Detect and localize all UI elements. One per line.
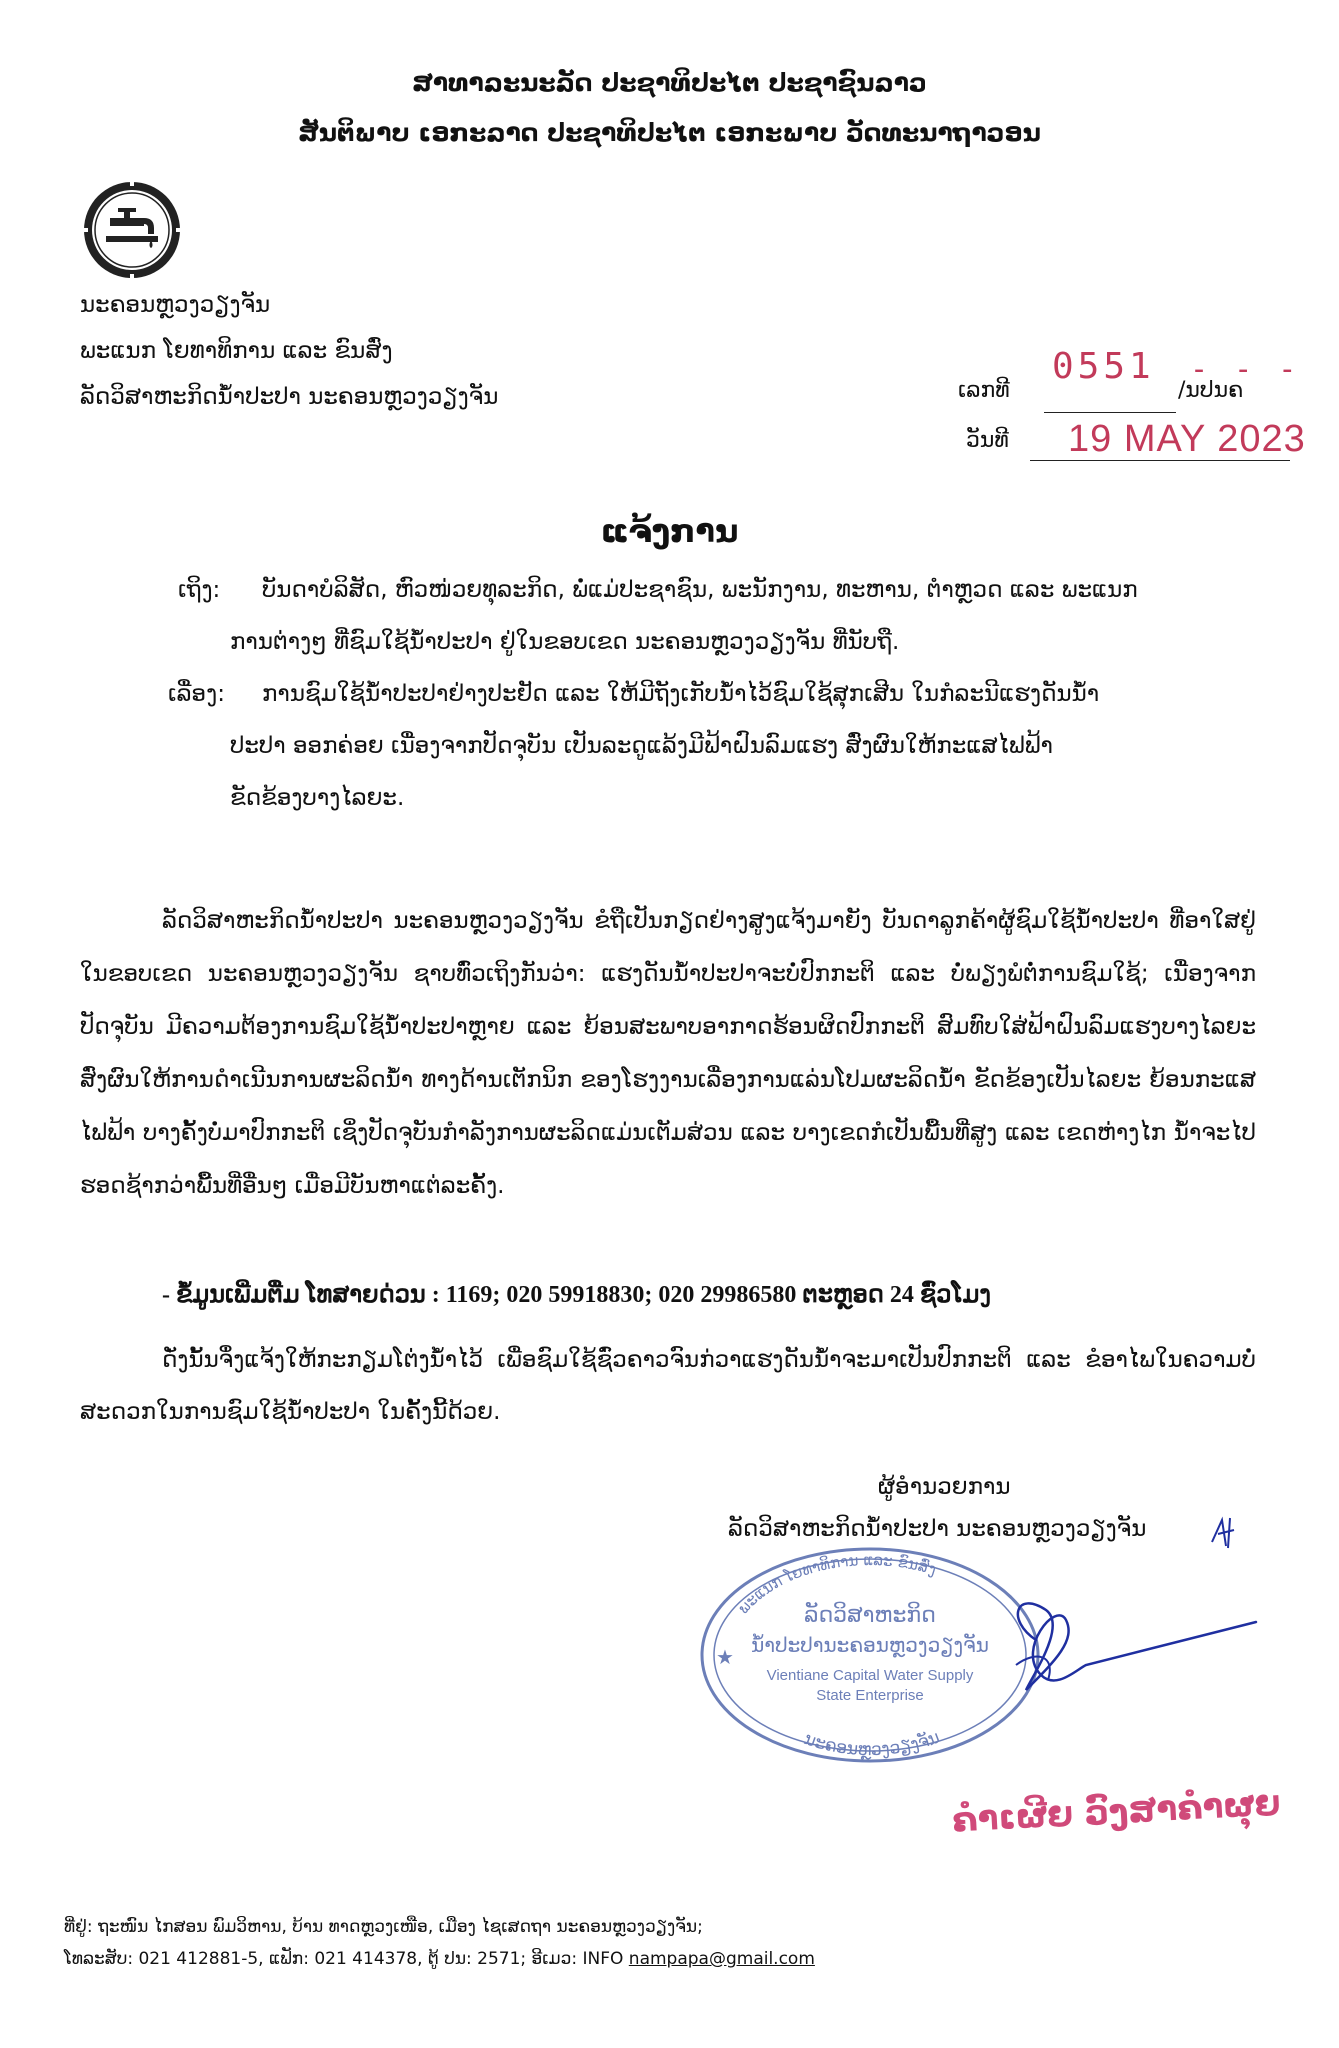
subject-line-2: ປະປາ ອອກຄ່ອຍ ເນື່ອງຈາກປັດຈຸບັນ ເປັນລະດູແລ້ງມີຟ້າຝົນລົມແຮງ ສົ່ງຜົນໃຫ້ກະແສໄຟຟ້າ: [230, 733, 1053, 759]
signature-org: ລັດວິສາຫະກິດນ້ຳປະປາ ນະຄອນຫຼວງວຽງຈັນ: [728, 1516, 1147, 1542]
seal-eng-line-2: State Enterprise: [816, 1687, 924, 1704]
seal-top-text: ພະແນກ ໂຍທາທິການ ແລະ ຂົນສົ່ງ: [734, 1550, 939, 1618]
org-city: ນະຄອນຫຼວງວຽງຈັນ: [80, 292, 271, 318]
footer-contact-details: ໂທລະສັບ: 021 412881-5, ແຟັກ: 021 414378, ຕູ້ ປນ: 2571; ອີເມວ: INFO: [64, 1949, 624, 1969]
to-label: ເຖິງ:: [178, 577, 221, 603]
ref-number-stamp: 0551: [1052, 346, 1155, 387]
hotline-info: - ຂໍ້ມູນເພີ່ມຕື່ມ ໂທສາຍດ່ວນ : 1169; 020 59918830; 020 29986580 ຕະຫຼອດ 24 ຊົ່ວໂມງ: [162, 1282, 991, 1308]
footer-contact: [64, 1944, 815, 1974]
org-enterprise: ລັດວິສາຫະກິດນ້ຳປະປາ ນະຄອນຫຼວງວຽງຈັນ: [80, 384, 499, 410]
to-line-2: ການຕ່າງໆ ທີ່ຊົມໃຊ້ນ້ຳປະປາ ຢູ່ໃນຂອບເຂດ ນະຄອນຫຼວງວຽງຈັນ ທີ່ນັບຖື.: [230, 629, 900, 655]
ref-date-label: ວັນທີ: [966, 428, 1009, 453]
seal-lao-line-1: ລັດວິສາຫະກິດ: [804, 1603, 936, 1628]
seal-lao-line-2: ນ້ຳປະປານະຄອນຫຼວງວຽງຈັນ: [751, 1633, 989, 1657]
ref-number-label: ເລກທີ: [958, 378, 1010, 403]
org-department: ພະແນກ ໂຍທາທິການ ແລະ ຂົນສົ່ງ: [80, 338, 393, 364]
seal-bottom-text: ນະຄອນຫຼວງວຽງຈັນ: [801, 1727, 943, 1761]
subject-line-3: ຂັດຂ້ອງບາງໄລຍະ.: [230, 785, 405, 811]
subject-line-1: ການຊົມໃຊ້ນ້ຳປະປາຢ່າງປະຢັດ ແລະ ໃຫ້ມີຖັງເກັບນ້ຳໄວ້ຊົມໃຊ້ສຸກເສີນ ໃນກໍລະນີແຮງດັນນ້ຳ: [262, 681, 1100, 707]
seal-eng-line-1: Vientiane Capital Water Supply: [766, 1667, 974, 1684]
header-line-1: ສາທາລະນະລັດ ປະຊາທິປະໄຕ ປະຊາຊົນລາວ: [412, 68, 927, 97]
subject-label: ເລື່ອງ:: [168, 681, 225, 707]
water-supply-logo: [80, 178, 184, 282]
seal-star-icon: ★: [716, 1645, 734, 1669]
header-line-2: ສັນຕິພາບ ເອກະລາດ ປະຊາທິປະໄຕ ເອກະພາບ ວັດທະນາຖາວອນ: [298, 118, 1041, 147]
ref-number-suffix: /ນປນຄ: [1178, 378, 1244, 403]
body-paragraph-1: ລັດວິສາຫະກິດນ້ຳປະປາ ນະຄອນຫຼວງວຽງຈັນ ຂໍຖືເປັນກຽດຢ່າງສູງແຈ້ງມາຍັງ ບັນດາລູກຄ້າຜູ້ຊົມໃຊ້ນ້ຳປະປາ ທີ່ອາໃສຢູ່ ໃນຂອບເຂດ ນະຄອນຫຼວງວຽງຈັນ ຊາບທົ່ວເຖິງກັນວ່າ: ແຮງດັນນ້ຳປະປາຈະບໍ່ປົກກະຕິ ແລະ ບໍ່ພຽງພໍຕໍ່ການຊົມໃຊ້; ເນື່ອງຈາກປັດຈຸບັນ ມີຄວາມຕ້ອງການຊົມໃຊ້ນ້ຳປະປາຫຼາຍ ແລະ ຍ້ອນສະພາບອາກາດຮ້ອນຜິດປົກກະຕິ ສົມທົບໃສ່ຟ້າຝົນລົມແຮງບາງໄລຍະ ສົ່ງຜົນໃຫ້ການດຳເນີນການຜະລິດນ້ຳ ທາງດ້ານເຕັກນິກ ຂອງໂຮງງານເລື່ອງການແລ່ນໂປມຜະລິດນ້ຳ ຂັດຂ້ອງເປັນໄລຍະ ຍ້ອນກະແສໄຟຟ້າ ບາງຄັ້ງບໍ່ມາປົກກະຕິ ເຊິ່ງປັດຈຸບັນກຳລັງການຜະລິດແມ່ນເຕັມສ່ວນ ແລະ ບາງເຂດກໍເປັນພື້ນທີ່ສູງ ແລະ ເຂດຫ່າງໄກ ນ້ຳຈະໄປຮອດຊ້າກວ່າພື້ນທີ່ອື່ນໆ ເມື່ອມີບັນຫາແຕ່ລະຄັ້ງ.: [80, 908, 1256, 1199]
ref-number-line: [1044, 412, 1176, 413]
signatory-name: ຄຳເຜີຍ ວົງສາຄຳຜຸຍ: [951, 1783, 1282, 1841]
body-paragraph-2: ດັ່ງນັ້ນຈຶ່ງແຈ້ງໃຫ້ກະກຽມໂຕ່ງນ້ຳໄວ້ ເພື່ອຊົມໃຊ້ຊົ່ວຄາວຈົນກ່ວາແຮງດັນນ້ຳຈະມາເປັນປົກກະຕິ ແລະ ຂໍອາໄພໃນຄວາມບໍ່ສະດວກໃນການຊົມໃຊ້ນ້ຳປະປາ ໃນຄັ້ງນີ້ດ້ວຍ.: [80, 1347, 1256, 1425]
signature-title: ຜູ້ອຳນວຍການ: [878, 1474, 1011, 1500]
notice-title: ແຈ້ງການ: [600, 512, 739, 550]
handwritten-signature: [996, 1580, 1276, 1730]
initial-mark: [1208, 1512, 1242, 1552]
footer-address: ທີ່ຢູ່: ຖະໜົນ ໄກສອນ ພົມວິຫານ, ບ້ານ ທາດຫຼວງເໜືອ, ເມືອງ ໄຊເສດຖາ ນະຄອນຫຼວງວຽງຈັນ;: [64, 1917, 703, 1937]
ref-number-dashes: - - -: [1190, 352, 1301, 387]
footer-email-link[interactable]: nampapa@gmail.com: [628, 1949, 815, 1969]
to-line-1: ບັນດາບໍລິສັດ, ຫົວໜ່ວຍທຸລະກິດ, ພໍ່ແມ່ປະຊາຊົນ, ພະນັກງານ, ທະຫານ, ຕຳຫຼວດ ແລະ ພະແນກ: [262, 577, 1138, 603]
ref-date-stamp: 19 MAY 2023: [1068, 418, 1306, 460]
